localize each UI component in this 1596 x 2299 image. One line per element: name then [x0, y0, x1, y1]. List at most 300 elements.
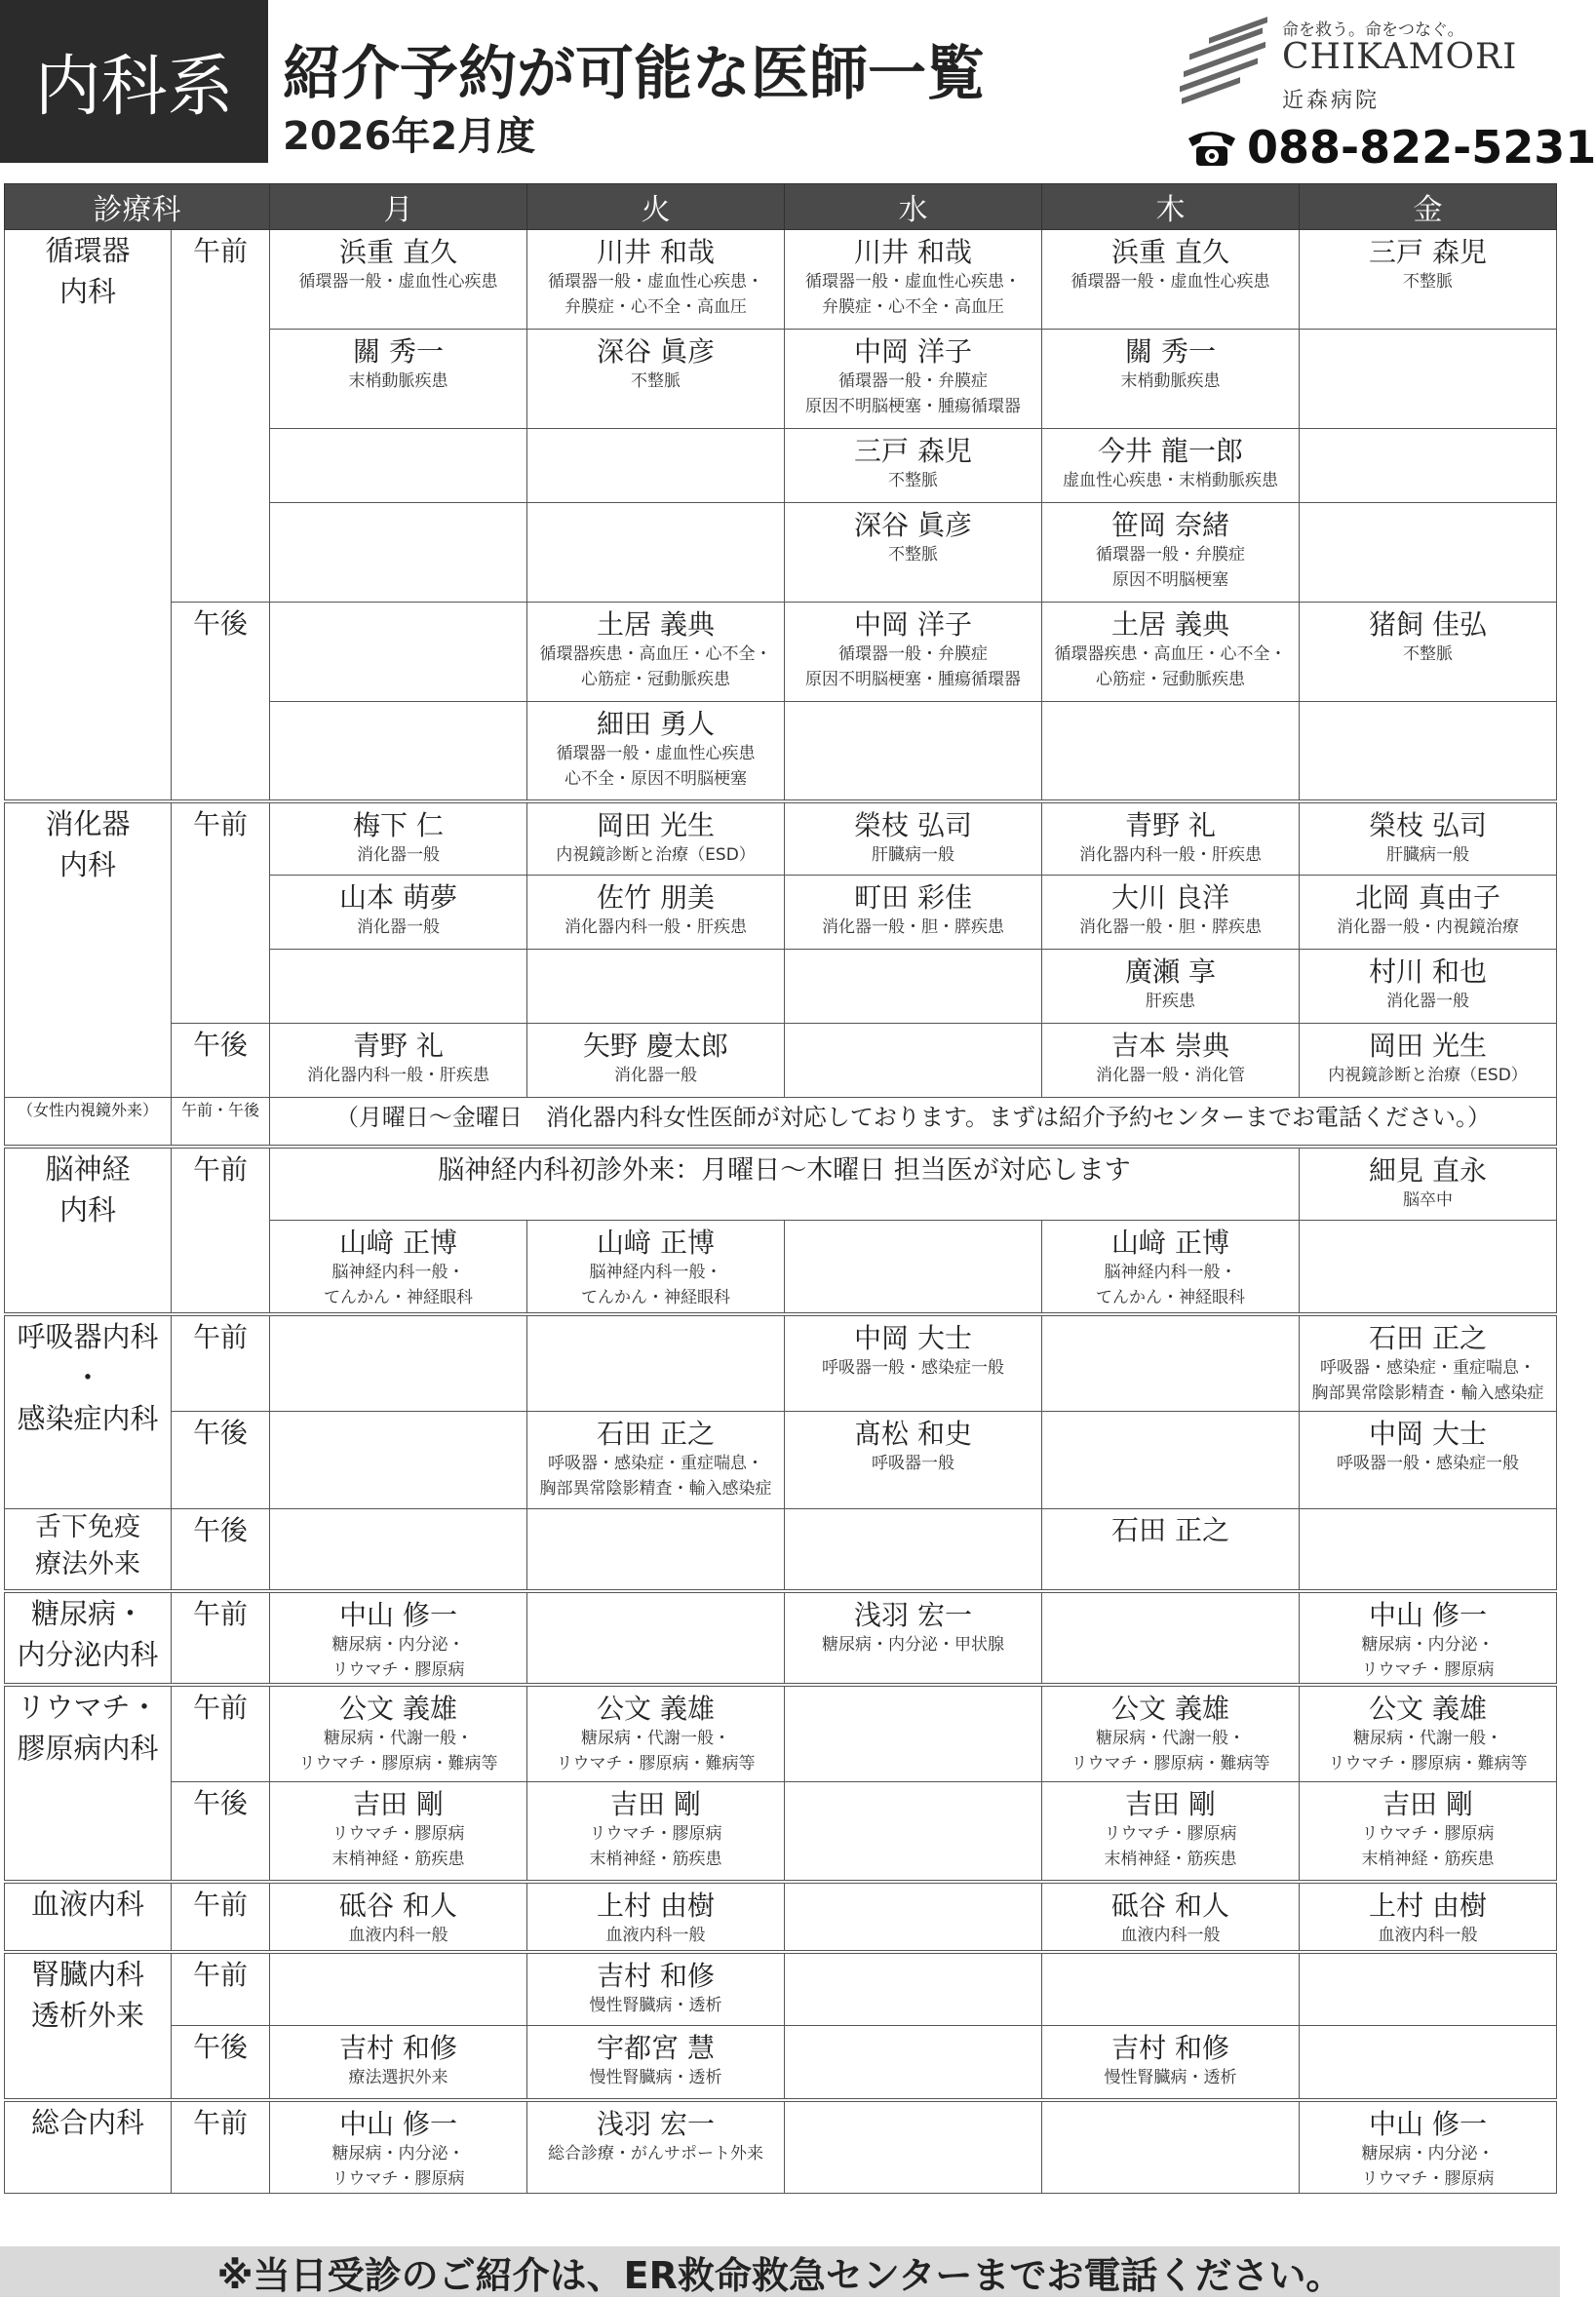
doctor-name: 川井 和哉: [854, 236, 972, 268]
doctor-name: 北岡 真由子: [1355, 881, 1500, 914]
doctor-cell: [1042, 603, 1300, 702]
table-row: [5, 1314, 1557, 1412]
empty-cell: [1042, 1952, 1300, 2026]
doctor-name: 深谷 眞彦: [854, 509, 972, 541]
doctor-name: 公文 義雄: [597, 1692, 715, 1725]
doctor-name: 公文 義雄: [1369, 1692, 1487, 1725]
dept-hematology: 血液内科: [5, 1882, 172, 1952]
doctor-specialty: 脳神経内科一般・ てんかん・神経眼科: [1096, 1263, 1245, 1307]
doctor-cell: [527, 603, 785, 702]
neurology-note: 脳神経内科初診外来：月曜日～木曜日 担当医が対応します: [270, 1147, 1300, 1221]
empty-cell: [1300, 702, 1557, 801]
doctor-specialty: 消化器内科一般・肝疾患: [1079, 844, 1262, 865]
doctor-name: 深谷 眞彦: [597, 335, 715, 368]
doctor-name: 砥谷 和人: [339, 1889, 457, 1922]
doctor-name: 吉田 剛: [1125, 1788, 1216, 1820]
doctor-cell: [270, 801, 527, 876]
doctor-name: 岡田 光生: [1369, 1030, 1487, 1062]
dept-respiratory: 呼吸器内科 ・ 感染症内科: [5, 1314, 172, 1509]
doctor-name: 吉田 剛: [610, 1788, 701, 1820]
doctor-cell: [1300, 1685, 1557, 1782]
doctor-specialty: 血液内科一般: [348, 1925, 448, 1945]
empty-cell: [785, 2026, 1042, 2100]
table-row: [5, 1098, 1557, 1147]
doctor-name: 吉村 和修: [1111, 2032, 1229, 2064]
period-pm: 午後: [172, 603, 270, 801]
doctor-specialty: 慢性腎臓病・透析: [1104, 2068, 1237, 2087]
doctor-cell: [1042, 429, 1300, 503]
table-row: [5, 2100, 1557, 2194]
table-row: [5, 603, 1557, 702]
doctor-specialty: 糖尿病・内分泌・ リウマチ・膠原病: [331, 2143, 465, 2189]
doctor-name: 笹岡 奈緒: [1111, 509, 1229, 541]
header-tue: 火: [527, 184, 785, 230]
doctor-specialty: 脳神経内科一般・ てんかん・神経眼科: [324, 1263, 473, 1307]
doctor-name: 三戸 森児: [1369, 236, 1487, 268]
table-row: [5, 230, 1557, 330]
empty-cell: [527, 1314, 785, 1412]
doctor-cell: [270, 330, 527, 429]
doctor-name: 山﨑 正博: [1111, 1227, 1229, 1259]
doctor-name: 山﨑 正博: [597, 1227, 715, 1259]
empty-cell: [270, 429, 527, 503]
doctor-specialty: 循環器一般・虚血性心疾患 心不全・原因不明脳梗塞: [556, 744, 756, 789]
table-row: [5, 1509, 1557, 1591]
doctor-name: 砥谷 和人: [1111, 1889, 1229, 1922]
table-row: [5, 1882, 1557, 1952]
doctor-specialty: 消化器内科一般・肝疾患: [307, 1066, 489, 1085]
doctor-specialty: 循環器一般・弁膜症 原因不明脳梗塞: [1096, 545, 1245, 590]
empty-cell: [1042, 2100, 1300, 2194]
doctor-specialty: 糖尿病・代謝一般・ リウマチ・膠原病・難病等: [1328, 1728, 1528, 1773]
doctor-specialty: 消化器一般・内視鏡治療: [1337, 917, 1519, 937]
doctor-cell: [1300, 603, 1557, 702]
doctor-cell: [527, 702, 785, 801]
doctor-name: 今井 龍一郎: [1098, 435, 1243, 467]
table-row: [5, 1685, 1557, 1782]
doctor-specialty: 血液内科一般: [1378, 1925, 1478, 1945]
doctor-specialty: 消化器一般: [614, 1066, 697, 1085]
logo-tagline: 命を救う。命をつなぐ。: [1282, 20, 1464, 40]
doctor-name: 土居 義典: [1111, 608, 1229, 641]
doctor-cell: [1042, 1221, 1300, 1314]
empty-cell: [1300, 1221, 1557, 1314]
period-pm: 午後: [172, 1782, 270, 1882]
doctor-name: 青野 礼: [1125, 808, 1216, 841]
empty-cell: [785, 702, 1042, 801]
doctor-specialty: 療法選択外来: [348, 2068, 448, 2087]
doctor-name: 矢野 慶太郎: [583, 1030, 728, 1062]
doctor-cell: [1042, 330, 1300, 429]
table-row: [5, 1147, 1557, 1221]
doctor-name: 上村 由樹: [597, 1889, 715, 1922]
doctor-specialty: 循環器一般・虚血性心疾患: [298, 272, 498, 292]
doctor-cell: [1300, 1024, 1557, 1098]
doctor-cell: [527, 801, 785, 876]
doctor-specialty: 呼吸器一般・感染症一般: [1337, 1454, 1519, 1473]
doctor-name: 吉田 剛: [1382, 1788, 1473, 1820]
doctor-cell: [1300, 230, 1557, 330]
empty-cell: [1300, 503, 1557, 603]
table-row: [5, 801, 1557, 876]
doctor-specialty: リウマチ・膠原病 末梢神経・筋疾患: [1104, 1824, 1237, 1869]
doctor-specialty: 呼吸器一般: [872, 1454, 954, 1473]
doctor-specialty: 循環器疾患・高血圧・心不全・ 心筋症・冠動脈疾患: [539, 644, 772, 689]
doctor-specialty: 脳神経内科一般・ てんかん・神経眼科: [581, 1263, 730, 1307]
doctor-specialty: 糖尿病・内分泌・ リウマチ・膠原病: [331, 1634, 465, 1680]
doctor-name: 中山 修一: [1369, 1598, 1487, 1631]
header-wed: 水: [785, 184, 1042, 230]
period-am: 午前: [172, 1147, 270, 1314]
doctor-specialty: 糖尿病・代謝一般・ リウマチ・膠原病・難病等: [556, 1728, 756, 1773]
doctor-cell: [1300, 1591, 1557, 1685]
empty-cell: [527, 429, 785, 503]
doctor-specialty: 総合診療・がんサポート外来: [548, 2143, 763, 2163]
doctor-name: 吉田 剛: [353, 1788, 444, 1820]
doctor-cell: [785, 503, 1042, 603]
doctor-cell: [785, 876, 1042, 950]
doctor-specialty: 肝臓病一般: [1386, 844, 1469, 865]
doctor-name: 中岡 洋子: [854, 608, 972, 641]
empty-cell: [270, 1509, 527, 1591]
empty-cell: [785, 1782, 1042, 1882]
doctor-name: 吉本 崇典: [1111, 1030, 1229, 1062]
empty-cell: [785, 950, 1042, 1024]
doctor-name: 關 秀一: [353, 335, 444, 368]
doctor-name: 中岡 大士: [1369, 1418, 1487, 1450]
doctor-cell: [1300, 1147, 1557, 1221]
doctor-name: 公文 義雄: [1111, 1692, 1229, 1725]
empty-cell: [1042, 702, 1300, 801]
period-pm: 午後: [172, 2026, 270, 2100]
doctor-name: 浅羽 宏一: [597, 2107, 715, 2140]
header-thu: 木: [1042, 184, 1300, 230]
doctor-cell: [527, 330, 785, 429]
doctor-name: 髙松 和史: [854, 1418, 972, 1450]
doctor-specialty: 呼吸器一般・感染症一般: [822, 1357, 1004, 1378]
doctor-name: 猪飼 佳弘: [1369, 608, 1487, 641]
doctor-name: 浜重 直久: [1111, 236, 1229, 268]
phone-number: 088-822-5231: [1247, 121, 1596, 174]
doctor-name: 大川 良洋: [1111, 881, 1229, 914]
doctor-name: 石田 正之: [597, 1418, 715, 1450]
doctor-name: 中岡 洋子: [854, 335, 972, 368]
doctor-name: 町田 彩佳: [854, 881, 972, 914]
doctor-cell: [1042, 950, 1300, 1024]
doctor-cell: [785, 1314, 1042, 1412]
table-row: [5, 1591, 1557, 1685]
doctor-specialty: 内視鏡診断と治療（ESD）: [556, 844, 756, 865]
doctor-specialty: 内視鏡診断と治療（ESD）: [1328, 1066, 1528, 1085]
doctor-specialty: 循環器一般・虚血性心疾患・ 弁膜症・心不全・高血圧: [805, 272, 1021, 317]
doctor-cell: [270, 876, 527, 950]
doctor-specialty: 慢性腎臓病・透析: [589, 1995, 722, 2015]
doctor-specialty: 糖尿病・内分泌・ リウマチ・膠原病: [1361, 2143, 1495, 2189]
doctor-specialty: 末梢動脈疾患: [348, 371, 448, 391]
doctor-specialty: 消化器一般: [357, 844, 440, 865]
doctor-cell: [527, 1882, 785, 1952]
doctor-cell: [270, 1685, 527, 1782]
doctor-specialty: 肝疾患: [1146, 992, 1195, 1011]
doctor-specialty: 慢性腎臓病・透析: [589, 2068, 722, 2087]
doctor-name: 宇都宮 慧: [597, 2032, 715, 2064]
doctor-cell: [527, 1221, 785, 1314]
doctor-cell: [270, 1024, 527, 1098]
doctor-cell: [527, 1952, 785, 2026]
doctor-cell: [785, 801, 1042, 876]
doctor-cell: [785, 1412, 1042, 1509]
doctor-name: 川井 和哉: [597, 236, 715, 268]
period-am: 午前: [172, 1314, 270, 1412]
doctor-name: 中山 修一: [339, 1598, 457, 1631]
doctor-specialty: リウマチ・膠原病 末梢神経・筋疾患: [589, 1824, 722, 1869]
doctor-specialty: 不整脈: [1403, 272, 1453, 292]
empty-cell: [1042, 1412, 1300, 1509]
period-am: 午前: [172, 1591, 270, 1685]
empty-cell: [1042, 1591, 1300, 1685]
empty-cell: [270, 950, 527, 1024]
doctor-cell: [270, 2100, 527, 2194]
table-row: [5, 2026, 1557, 2100]
doctor-cell: [1042, 1685, 1300, 1782]
doctor-name: 公文 義雄: [339, 1692, 457, 1725]
doctor-specialty: 不整脈: [1403, 644, 1453, 664]
doctor-cell: [1300, 1314, 1557, 1412]
doctor-name: 村川 和也: [1369, 955, 1487, 988]
doctor-specialty: 循環器一般・弁膜症 原因不明脳梗塞・腫瘍循環器: [805, 644, 1021, 689]
doctor-cell: [527, 2026, 785, 2100]
doctor-specialty: 糖尿病・内分泌・甲状腺: [822, 1634, 1004, 1655]
doctor-cell: [1300, 1782, 1557, 1882]
dept-diabetes: 糖尿病・ 内分泌内科: [5, 1591, 172, 1685]
doctor-specialty: 不整脈: [631, 371, 681, 391]
empty-cell: [270, 603, 527, 702]
empty-cell: [1042, 1314, 1300, 1412]
doctor-cell: [527, 1685, 785, 1782]
doctor-name: 廣瀬 享: [1125, 955, 1216, 988]
doctor-specialty: 糖尿病・内分泌・ リウマチ・膠原病: [1361, 1634, 1495, 1680]
doctor-name: 上村 由樹: [1369, 1889, 1487, 1922]
doctor-specialty: 消化器一般・消化管: [1096, 1066, 1245, 1085]
doctor-cell: [1042, 1782, 1300, 1882]
empty-cell: [785, 1882, 1042, 1952]
category-label: 内科系: [0, 0, 268, 163]
doctor-cell: [270, 1221, 527, 1314]
doctor-specialty: リウマチ・膠原病 末梢神経・筋疾患: [331, 1824, 465, 1869]
doctor-cell: [270, 230, 527, 330]
doctor-cell: [1042, 1024, 1300, 1098]
empty-cell: [270, 503, 527, 603]
period-pm: 午後: [172, 1509, 270, 1591]
doctor-name: 浅羽 宏一: [854, 1598, 972, 1631]
doctor-name: 榮枝 弘司: [854, 808, 972, 841]
doctor-name: 佐竹 朋美: [597, 881, 715, 914]
doctor-specialty: 血液内科一般: [605, 1925, 706, 1945]
doctor-specialty: 消化器内科一般・肝疾患: [564, 917, 747, 937]
empty-cell: [270, 1952, 527, 2026]
doctor-name: 中山 修一: [339, 2107, 457, 2140]
doctor-cell: [785, 330, 1042, 429]
doctor-specialty: 糖尿病・代謝一般・ リウマチ・膠原病・難病等: [298, 1728, 498, 1773]
doctor-name: 細見 直永: [1369, 1153, 1487, 1187]
header-mon: 月: [270, 184, 527, 230]
doctor-cell: [527, 230, 785, 330]
doctor-specialty: 血液内科一般: [1120, 1925, 1221, 1945]
doctor-name: 岡田 光生: [597, 808, 715, 841]
page-subtitle: 2026年2月度: [283, 114, 536, 159]
doctor-specialty: 消化器一般・胆・膵疾患: [1079, 917, 1262, 937]
doctor-cell: [1042, 2026, 1300, 2100]
empty-cell: [785, 1509, 1042, 1591]
empty-cell: [1300, 1952, 1557, 2026]
doctor-cell: [785, 603, 1042, 702]
doctor-specialty: 消化器一般: [357, 917, 440, 937]
logo-mark-icon: [1180, 27, 1269, 105]
doctor-cell: [527, 1782, 785, 1882]
doctor-specialty: 肝臓病一般: [872, 844, 954, 865]
doctor-cell: [785, 1591, 1042, 1685]
doctor-cell: [1042, 503, 1300, 603]
doctor-cell: [527, 1024, 785, 1098]
doctor-specialty: 糖尿病・代謝一般・ リウマチ・膠原病・難病等: [1070, 1728, 1270, 1773]
doctor-cell: [1042, 876, 1300, 950]
doctor-specialty: 消化器一般・胆・膵疾患: [822, 917, 1004, 937]
doctor-name: 土居 義典: [597, 608, 715, 641]
doctor-cell: [270, 1882, 527, 1952]
empty-cell: [527, 503, 785, 603]
doctor-name: 中山 修一: [1369, 2107, 1487, 2140]
empty-cell: [785, 1685, 1042, 1782]
table-row: [5, 1024, 1557, 1098]
doctor-cell: [1042, 230, 1300, 330]
dept-nephrology: 腎臓内科 透析外来: [5, 1952, 172, 2100]
doctor-cell: [1300, 876, 1557, 950]
doctor-name: 山﨑 正博: [339, 1227, 457, 1259]
dept-slit: 舌下免疫 療法外来: [5, 1509, 172, 1591]
period-am: 午前: [172, 230, 270, 603]
dept-female-endoscopy: （女性内視鏡外来）: [5, 1098, 172, 1147]
table-row: [5, 1412, 1557, 1509]
empty-cell: [1300, 2026, 1557, 2100]
doctor-name: 浜重 直久: [339, 236, 457, 268]
period-pm: 午後: [172, 1024, 270, 1098]
empty-cell: [785, 1952, 1042, 2026]
header-dept: 診療科: [5, 184, 270, 230]
doctor-name: 石田 正之: [1042, 1509, 1300, 1591]
doctor-cell: [1300, 950, 1557, 1024]
doctor-specialty: 循環器疾患・高血圧・心不全・ 心筋症・冠動脈疾患: [1054, 644, 1287, 689]
dept-rheumatology: リウマチ・ 膠原病内科: [5, 1685, 172, 1882]
table-row: [5, 1782, 1557, 1882]
empty-cell: [785, 1221, 1042, 1314]
doctor-name: 中岡 大士: [854, 1321, 972, 1354]
doctor-specialty: 循環器一般・弁膜症 原因不明脳梗塞・腫瘍循環器: [805, 371, 1021, 416]
doctor-name: 吉村 和修: [597, 1959, 715, 1992]
table-row: [5, 1952, 1557, 2026]
doctor-cell: [527, 2100, 785, 2194]
period-am: 午前: [172, 1882, 270, 1952]
doctor-cell: [1300, 801, 1557, 876]
doctor-cell: [1300, 2100, 1557, 2194]
female-endoscopy-note: （月曜日～金曜日 消化器内科女性医師が対応しております。まずは紹介予約センターまでお電話ください。）: [270, 1098, 1557, 1147]
period-pm: 午後: [172, 1412, 270, 1509]
doctor-specialty: 循環器一般・虚血性心疾患: [1070, 272, 1270, 292]
doctor-specialty: 不整脈: [888, 471, 938, 490]
doctor-specialty: 呼吸器・感染症・重症喘息・ 胸部異常陰影精査・輸入感染症: [1311, 1357, 1544, 1403]
doctor-cell: [527, 1412, 785, 1509]
doctor-cell: [270, 1591, 527, 1685]
doctor-cell: [785, 429, 1042, 503]
header-fri: 金: [1300, 184, 1557, 230]
doctor-name: 梅下 仁: [353, 808, 444, 841]
dept-general-medicine: 総合内科: [5, 2100, 172, 2194]
table-header-row: [5, 184, 1557, 230]
doctor-cell: [1300, 1412, 1557, 1509]
doctor-specialty: 呼吸器・感染症・重症喘息・ 胸部異常陰影精査・輸入感染症: [539, 1454, 772, 1499]
doctor-name: 青野 礼: [353, 1030, 444, 1062]
empty-cell: [1300, 429, 1557, 503]
empty-cell: [527, 1591, 785, 1685]
doctor-specialty: 不整脈: [888, 545, 938, 565]
er-notice-footer: ※当日受診のご紹介は、ER救命救急センターまでお電話ください。: [0, 2246, 1560, 2297]
hospital-logo: [1180, 14, 1555, 111]
dept-gastroenterology: 消化器 内科: [5, 801, 172, 1098]
doctor-cell: [270, 1782, 527, 1882]
empty-cell: [270, 1412, 527, 1509]
empty-cell: [785, 1024, 1042, 1098]
doctor-name: 石田 正之: [1369, 1321, 1487, 1354]
empty-cell: [527, 950, 785, 1024]
logo-brand: CHIKAMORI: [1282, 37, 1518, 77]
doctor-cell: [785, 230, 1042, 330]
header: [0, 0, 1596, 175]
phone-contact: [1185, 119, 1596, 175]
doctor-name: 細田 勇人: [597, 708, 715, 740]
doctor-cell: [527, 876, 785, 950]
page-title: 紹介予約が可能な医師一覧: [283, 40, 985, 108]
dept-cardiology: 循環器 内科: [5, 230, 172, 801]
doctor-specialty: 循環器一般・虚血性心疾患・ 弁膜症・心不全・高血圧: [548, 272, 763, 317]
doctor-name: 山本 萌夢: [339, 881, 457, 914]
doctor-cell: [1300, 1882, 1557, 1952]
doctor-specialty: 虚血性心疾患・末梢動脈疾患: [1063, 471, 1278, 490]
doctor-name: 三戸 森児: [854, 435, 972, 467]
doctor-name: 榮枝 弘司: [1369, 808, 1487, 841]
doctor-name: 關 秀一: [1125, 335, 1216, 368]
doctor-cell: [1042, 801, 1300, 876]
period-am-pm: 午前・午後: [172, 1098, 270, 1147]
doctor-schedule-table: [4, 183, 1557, 2194]
period-am: 午前: [172, 1952, 270, 2026]
doctor-name: 吉村 和修: [339, 2032, 457, 2064]
doctor-cell: [1042, 1882, 1300, 1952]
dept-neurology: 脳神経 内科: [5, 1147, 172, 1314]
doctor-specialty: リウマチ・膠原病 末梢神経・筋疾患: [1361, 1824, 1495, 1869]
empty-cell: [785, 2100, 1042, 2194]
empty-cell: [270, 702, 527, 801]
doctor-specialty: 消化器一般: [1386, 992, 1469, 1011]
doctor-specialty: 脳卒中: [1403, 1189, 1453, 1210]
period-am: 午前: [172, 801, 270, 1024]
doctor-specialty: 末梢動脈疾患: [1120, 371, 1221, 391]
period-am: 午前: [172, 1685, 270, 1782]
empty-cell: [1300, 330, 1557, 429]
doctor-cell: [270, 2026, 527, 2100]
logo-brand-jp: 近森病院: [1282, 89, 1381, 113]
empty-cell: [1300, 1509, 1557, 1591]
telephone-icon: [1185, 125, 1239, 170]
period-am: 午前: [172, 2100, 270, 2194]
